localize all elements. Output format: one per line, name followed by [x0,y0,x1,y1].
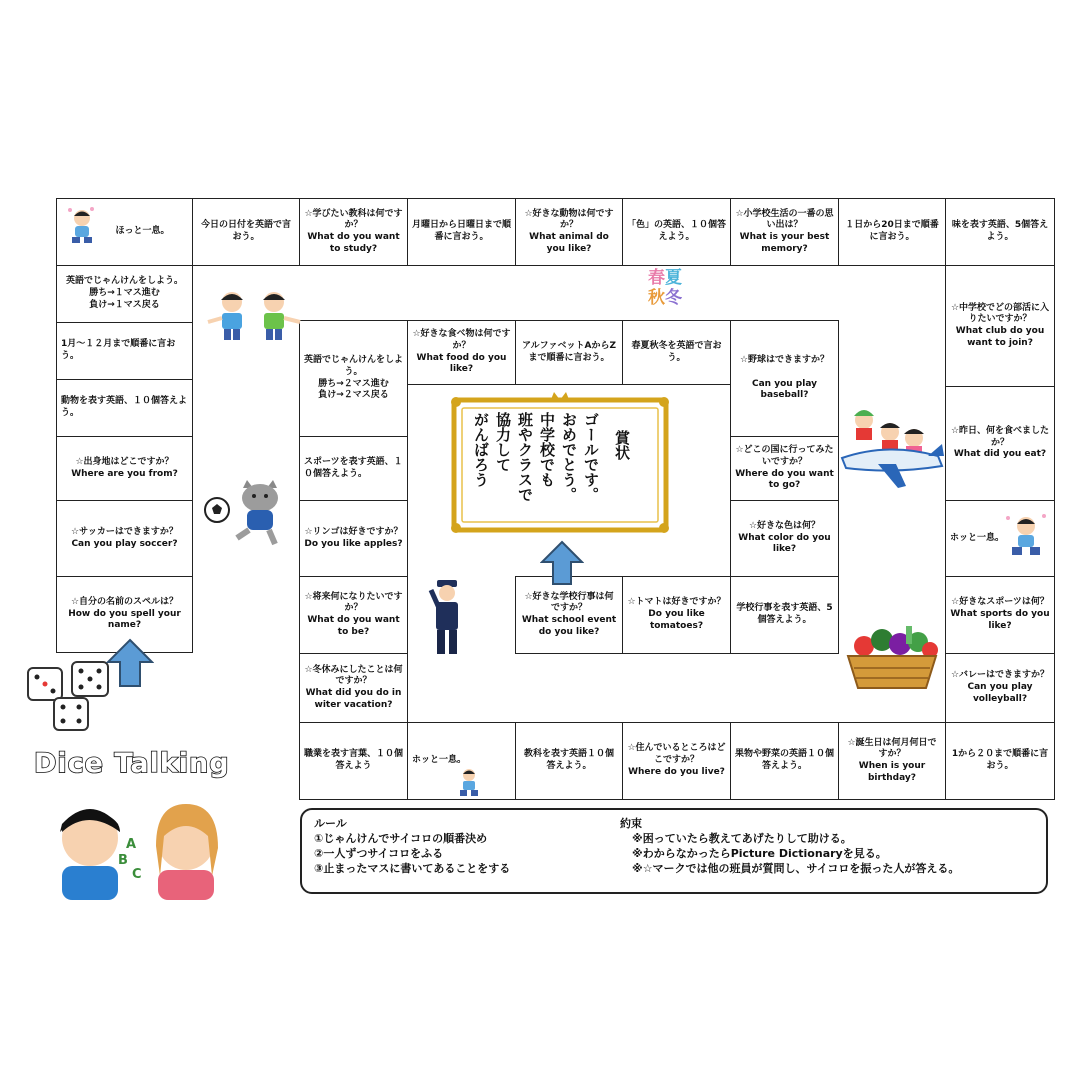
cell-text: ☆学びたい教科は何ですか？ What do you want to study? [304,208,403,254]
cell-text: ホッと一息。 [412,755,467,765]
certificate-heading: 賞状 [613,430,631,460]
up-arrow-icon [106,638,154,688]
certificate-line: ゴールです。 [582,412,600,502]
cell-text: ☆小学校生活の一番の思い出は？ What is your best memory? [735,208,834,254]
cell-t4 [730,320,839,437]
certificate-line: 中学校でも [538,412,556,487]
season-summer: 夏 [665,268,682,288]
cell-i2 [299,436,408,501]
cell-l3 [56,322,193,380]
cell-t6 [730,500,839,577]
cell-t1 [407,320,516,385]
cell-text: 「色」の英語、１０個答えよう。 [627,220,727,242]
promise-item: ※困っていたら教えてあげたりして助ける。 [632,832,852,845]
cell-r2 [945,265,1055,387]
cell-text: ☆昨日、何を食べましたか？ What did you eat? [950,425,1050,460]
cell-b4 [622,722,731,800]
season-autumn: 秋 [648,288,665,308]
seasons-icon [648,268,682,308]
cell-r1c2 [192,198,300,266]
resting-boy-icon [62,204,102,248]
certificate-line: 班やクラスで [516,412,534,502]
svg-text:A: A [126,837,137,852]
cell-l2 [56,265,193,323]
game-title: Dice Talking [34,748,230,779]
rule-item: ②一人ずつサイコロをふる [314,847,444,860]
cell-text: ☆好きな動物は何ですか？ What animal do you like? [524,208,614,254]
cell-text: 月曜日から日曜日まで順番に言おう。 [412,220,512,242]
cell-text: 英語でじゃんけんをしよう。 勝ち→１マス進む 負け→１マス戻る [65,276,183,310]
cell-text: ☆好きな学校行事は何ですか？ What school event do you like? [521,591,617,637]
two-boys-icon [202,288,308,342]
cell-t7 [730,576,839,654]
cell-text: ☆冬休みにしたことは何ですか？ What did you do in witer vacation? [304,664,403,710]
cell-b5 [730,722,839,800]
promise-item: ※☆マークでは他の班員が質問し、サイコロを振った人が答える。 [632,862,960,875]
cell-text: ☆バレーはできますか？ Can you play volleyball? [950,670,1050,704]
cell-r1c7 [730,198,839,266]
kids-talking-icon [40,786,228,900]
cell-r1c6 [622,198,731,266]
cell-r1c4 [407,198,516,266]
cell-text: 教科を表す英語１０個答えよう。 [523,749,614,771]
certificate-line: がんばろう [472,412,490,487]
cell-t5 [730,436,839,501]
promises-column [620,816,959,876]
cell-text: ☆誕生日は何月何日ですか？ When is your birthday? [847,737,937,783]
rule-item: ③止まったマスに書いてあることをする [314,862,511,875]
police-officer-icon [425,578,469,656]
cell-l4 [56,379,193,437]
cell-text: ☆好きなスポーツは何？ What sports do you like? [950,597,1050,631]
cell-text: 英語でじゃんけんをしよう。 勝ち→２マス進む 負け→２マス戻る [304,355,404,401]
cell-b3 [515,722,623,800]
rules-heading: ルール [314,817,347,830]
dice-icon [24,660,118,732]
season-winter: 冬 [665,288,682,308]
cell-b6 [838,722,946,800]
cell-text: １日から20日まで順番に言おう。 [845,220,939,242]
cell-text: 1月～１２月まで順番に言おう。 [61,339,176,361]
rules-box [300,808,1048,894]
vegetable-basket-icon [842,620,942,692]
cell-text: ☆リンゴは好きですか？ Do you like apples? [304,526,403,549]
cell-i5 [299,653,408,723]
cell-text: ホッと一息。 [950,532,1005,543]
cell-text: ☆自分の名前のスペルは？ How do you spell your name? [68,596,181,631]
cell-text: 味を表す英語、5個答えよう。 [951,220,1049,242]
cell-text: ☆野球はできますか？ Can you play baseball? [739,355,830,401]
certificate-line: 協力して [494,412,512,472]
cell-l5 [56,436,193,501]
cell-text: ☆サッカーはできますか？ Can you play soccer? [71,526,178,549]
cell-text: ほっと一息。 [115,226,170,237]
svg-text:B: B [118,853,128,868]
cell-b1 [299,722,408,800]
cell-text: アルファベットAからZまで順番に言おう。 [522,340,616,363]
cell-text: ☆将来何になりたいですか？ What do you want to be? [304,591,403,637]
cell-l6 [56,500,193,577]
resting-boy-icon [452,766,486,798]
cell-text: ☆中学校でどの部活に入りたいですか？ What club do you want to join? [950,302,1050,348]
certificate-line: おめでとう。 [560,412,578,502]
cell-b7 [945,722,1055,800]
cell-t9 [515,576,623,654]
up-arrow-icon [540,540,584,586]
cell-text: 果物や野菜の英語１０個答えよう。 [735,749,835,771]
cell-text: 学校行事を表す英語、5個答えよう。 [736,603,833,625]
promises-heading: 約束 [620,817,642,830]
cell-i1 [299,320,408,437]
season-spring: 春 [648,268,665,288]
certificate-message [470,412,602,522]
cell-text: 春夏秋冬を英語で言おう。 [631,340,722,363]
cell-text: ☆出身地はどこですか？ Where are you from? [71,456,178,479]
airplane-kids-icon [838,398,946,498]
cell-r6 [945,653,1055,723]
cell-r5 [945,576,1055,654]
cell-text: ☆住んでいるところはどこですか？ Where do you live? [627,743,726,777]
cell-text: スポーツを表す英語、１０個答えよう。 [304,456,403,479]
cell-text: 今日の日付を英語で言おう。 [200,220,291,242]
cell-r1c8 [838,198,946,266]
resting-boy-icon [1000,512,1052,560]
cell-t2 [515,320,623,385]
cell-r1c9 [945,198,1055,266]
cell-text: ☆トマトは好きですか？ Do you like tomatoes? [627,597,726,631]
cell-r1c5 [515,198,623,266]
cell-i4 [299,576,408,654]
cat-soccer-icon [203,478,299,548]
svg-text:C: C [132,867,142,882]
cell-text: ☆好きな食べ物は何ですか？ What food do you like? [412,329,511,375]
cell-text: ☆どこの国に行ってみたいですか？ Where do you want to go? [735,445,834,491]
cell-t8 [622,576,731,654]
cell-t3 [622,320,731,385]
cell-i3 [299,500,408,577]
cell-r1c3 [299,198,408,266]
rules-column [314,816,510,876]
promise-item: ※わからなかったらPicture Dictionaryを見る。 [632,847,887,860]
cell-text: 動物を表す英語、１０個答えよう。 [61,396,188,418]
cell-text: ☆好きな色は何？ What color do you like? [738,520,831,555]
rule-item: ①じゃんけんでサイコロの順番決め [314,832,488,845]
cell-text: 職業を表す言葉、１０個答えよう [304,749,404,771]
cell-text: 1から２０まで順番に言おう。 [951,749,1049,771]
cell-r3 [945,386,1055,501]
